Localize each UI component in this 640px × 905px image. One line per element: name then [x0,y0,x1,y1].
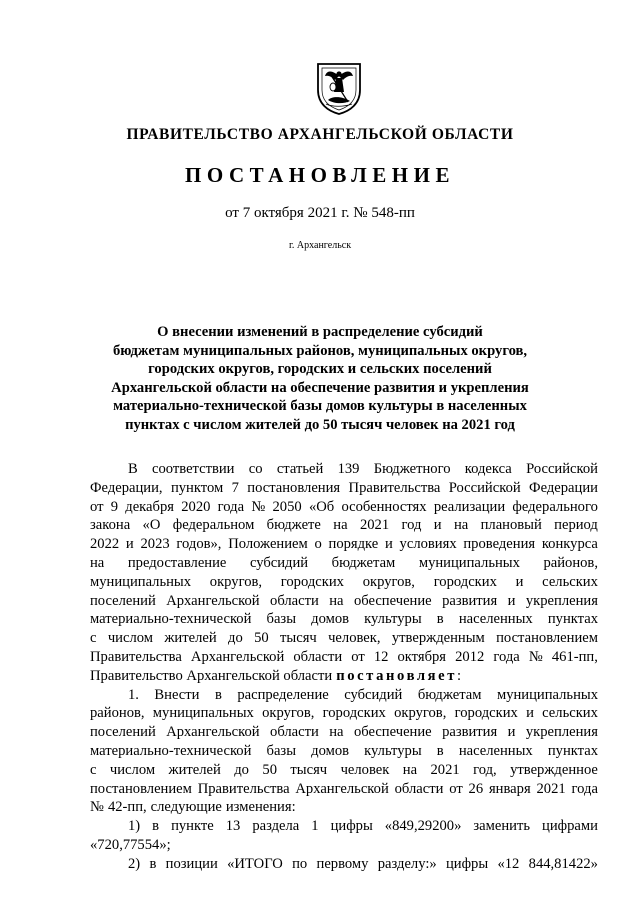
body-word: пунктом [170,479,224,496]
body-word: сельских [542,705,598,722]
body-word: поселений [90,592,156,609]
body-word: 42-пп, [107,799,147,816]
body-word: № [251,498,266,515]
body-word: и [515,573,524,590]
body-word: федеральном [172,517,255,534]
body-word: заменить [473,818,531,835]
body-word: области [270,724,319,741]
body-line [90,610,598,629]
body-word: с [90,630,97,647]
body-word: позиции [165,855,218,872]
body-word: с [90,761,97,778]
document-city: г. Архангельск [288,240,352,251]
body-word: плановый [480,517,542,534]
body-word: развития [442,592,498,609]
body-word: 2021 [359,517,390,534]
title-line: О внесении изменений в распределение субсидий [157,324,483,340]
body-word: Архангельской [166,592,260,609]
body-word: цифры [330,818,373,835]
body-word: обеспечение [353,724,432,741]
body-word: до [234,761,249,778]
body-word: о [314,536,322,553]
body-word: раздела [252,818,300,835]
body-word: развития [442,724,498,741]
body-word: 13 [225,818,241,835]
body-word: 139 [337,461,360,477]
body-line [90,817,598,836]
body-word: 1) [128,818,141,835]
body-word: В [128,461,138,477]
body-word: постановлением [496,630,598,647]
body-word: распределение [237,686,329,703]
body-word: 2023 [140,536,170,553]
body-word: № [90,799,104,816]
body-word: муниципальных [90,573,192,590]
body-word: округов, [362,573,415,590]
body-word: домов [311,742,350,759]
body-word: проведения [463,536,536,553]
body-word: 7 [231,479,239,496]
body-word: год [401,517,422,534]
body-line [90,742,598,761]
body-word: населенных [458,611,533,628]
body-word: Положением [228,536,308,553]
body-word: 50 [262,761,277,778]
body-word: 2020 [181,498,211,515]
body-word: по [292,855,308,872]
body-word: Правительства [348,479,441,496]
body-word: следующие [150,799,222,816]
body-line [90,704,598,723]
body-word: числом [109,761,156,778]
body-word: человек, [328,630,381,647]
body-word: со [248,461,263,477]
body-word: домов [311,611,350,628]
body-line-decree [90,667,598,686]
body-word: от [90,498,104,515]
body-word: и [507,724,516,741]
body-word: пунктах [547,611,598,628]
body-word: числом [107,630,153,647]
body-word: округов, [262,705,315,722]
body-word: предоставление [127,554,227,571]
body-word: год, [473,761,497,778]
body-word: в [436,611,444,628]
body-word: 2022 [90,536,120,553]
body-word: сельских [542,573,598,590]
body-line [90,629,598,648]
body-word: от [351,648,365,665]
body-line [90,798,598,817]
body-word: постановлением [90,780,192,797]
body-word: октября [397,648,447,665]
body-word: «849,29200» [384,818,462,835]
body-word: порядке [328,536,379,553]
body-word: Правительства [197,780,290,797]
body-word: разделу:» [377,855,437,872]
body-word: первому [316,855,369,872]
body-word: материально-технической [90,742,252,759]
body-word: 461-пп, [551,648,598,665]
body-word: районов, [543,554,598,571]
body-word: культуры [364,742,422,759]
body-word: 2021 [430,761,460,778]
body-word: период [554,517,598,534]
title-line: городских округов, городских и сельских поселений [148,361,492,377]
body-word: на [453,517,469,534]
body-word: в [149,855,157,872]
body-word: городских [433,573,497,590]
body-word: базы [266,742,297,759]
decree-colon: : [457,667,462,684]
body-line [90,855,598,874]
title-line: Архангельской области на обеспечение развития и укрепления [111,379,529,396]
body-word: области [270,592,319,609]
title-line: бюджетам муниципальных районов, муниципальных округов, [112,342,528,359]
body-word: обеспечение [353,592,432,609]
body-word: 2021 [536,780,566,797]
body-word: области [293,648,343,665]
body-word: муниципальных [418,554,520,571]
body-word: субсидий [344,686,403,703]
body-word: 50 [254,630,269,647]
body-word: Архангельской [295,780,389,797]
body-word: жителей [164,630,217,647]
body-word: «О [142,517,161,534]
body-word: муниципальных [496,686,598,703]
body-word: утвержденным [391,630,485,647]
body-word: на [333,517,348,534]
body-line [90,686,598,705]
body-word: года [217,498,245,515]
body-word: 12 [373,648,389,665]
body-line [90,554,598,573]
body-word: Бюджетного [373,461,451,477]
body-word: условиях [399,536,457,553]
body-line [90,780,598,799]
body-word: 2050 [272,498,302,515]
body-word: Федерации [529,479,598,496]
body-word: закона [90,517,131,534]
body-word: муниципальных [152,705,254,722]
body-word: и [125,536,134,553]
body-word: особенностях [341,498,427,515]
body-word: кодекса [464,461,512,477]
coat-of-arms-icon [314,60,364,116]
body-word: в [214,686,222,703]
body-word: округов, [394,705,447,722]
document-date: от 7 октября 2021 г. № 548-пп [225,205,415,221]
body-word: населенных [458,742,533,759]
body-word: на [329,724,344,741]
body-word: «ИТОГО [227,855,283,872]
body-line [90,761,598,780]
body-word: года [493,648,520,665]
body-word: Российской [448,479,521,496]
body-word: Правительства [90,648,182,665]
body-word: тысяч [280,630,317,647]
body-line [90,723,598,742]
decree-subject: Правительство Архангельской области [90,667,333,684]
body-word: до [228,630,243,647]
body-word: в [436,742,444,759]
title-line: материально-технической базы домов культуры в населенных [113,398,527,414]
body-word: укрепления [525,592,598,609]
body-word: районов, [90,705,145,722]
body-word: федерального [512,498,598,515]
document-type: ПОСТАНОВЛЕНИЕ [185,163,455,187]
body-word: в [152,818,160,835]
body-word: тысяч [290,761,328,778]
body-word: культуры [364,611,422,628]
body-word: пунктах [547,742,598,759]
body-word: области [394,780,444,797]
body-word: «Об [308,498,335,515]
body-word: Внести [154,686,200,703]
body-word: бюджете [266,517,321,534]
body-word: реализации [433,498,506,515]
body-word: № [528,648,543,665]
body-word: базы [266,611,297,628]
body-word: годов», [176,536,222,553]
body-line [90,592,598,611]
body-word: «12 [497,855,520,872]
body-line [90,836,598,855]
body-word: Архангельской [166,724,260,741]
body-word: жителей [168,761,221,778]
body-word: «720,77554»; [90,836,171,853]
body-word: субсидий [249,554,309,571]
body-line [90,535,598,554]
body-line [90,498,598,517]
body-word: Федерации, [90,479,163,496]
body-word: и [526,705,534,722]
body-word: городских [280,573,344,590]
body-word: года [571,780,598,797]
body-word: человек [340,761,390,778]
body-word: декабря [125,498,174,515]
body-word: и [433,517,442,534]
body-word: постановления [247,479,341,496]
body-word: соответствии [152,461,235,477]
body-word: и [385,536,393,553]
body-word: укрепления [525,724,598,741]
body-line [90,573,598,592]
document-body [90,460,598,874]
body-word: Российской [526,461,598,477]
body-word: цифры [445,855,489,872]
body-word: Архангельской [190,648,285,665]
body-line [90,460,598,479]
body-word: января [488,780,531,797]
body-word: 9 [110,498,119,515]
title-line: пунктах с числом жителей до 50 тысяч человек на 2021 год [125,416,515,433]
body-word: бюджетам [417,686,482,703]
body-word: и [507,592,516,609]
body-word: округов, [209,573,263,590]
body-line [90,648,598,667]
document-title [90,323,550,434]
body-word: 26 [468,780,484,797]
body-word: утвержденное [510,761,598,778]
body-word: от [449,780,463,797]
body-line [90,479,598,498]
body-word: конкурса [541,536,598,553]
body-word: 1. [128,686,139,703]
body-word: на [402,761,418,778]
body-word: цифрами [542,818,598,835]
organization-name: ПРАВИТЕЛЬСТВО АРХАНГЕЛЬСКОЙ ОБЛАСТИ [126,126,514,143]
body-line [90,516,598,535]
body-word: на [90,554,105,571]
body-word: статьей [276,461,324,477]
decree-word: постановляет [336,667,457,684]
body-word: 844,81422» [528,855,598,872]
body-word: на [329,592,344,609]
body-word: 2012 [455,648,485,665]
body-word: 1 [311,818,319,835]
body-word: городских [454,705,518,722]
body-word: изменения: [225,799,296,816]
body-word: материально-технической [90,611,252,628]
body-word: городских [322,705,386,722]
body-word: поселений [90,724,156,741]
body-word: бюджетам [331,554,396,571]
body-word: пункте [171,818,214,835]
body-word: 2) [128,855,141,872]
